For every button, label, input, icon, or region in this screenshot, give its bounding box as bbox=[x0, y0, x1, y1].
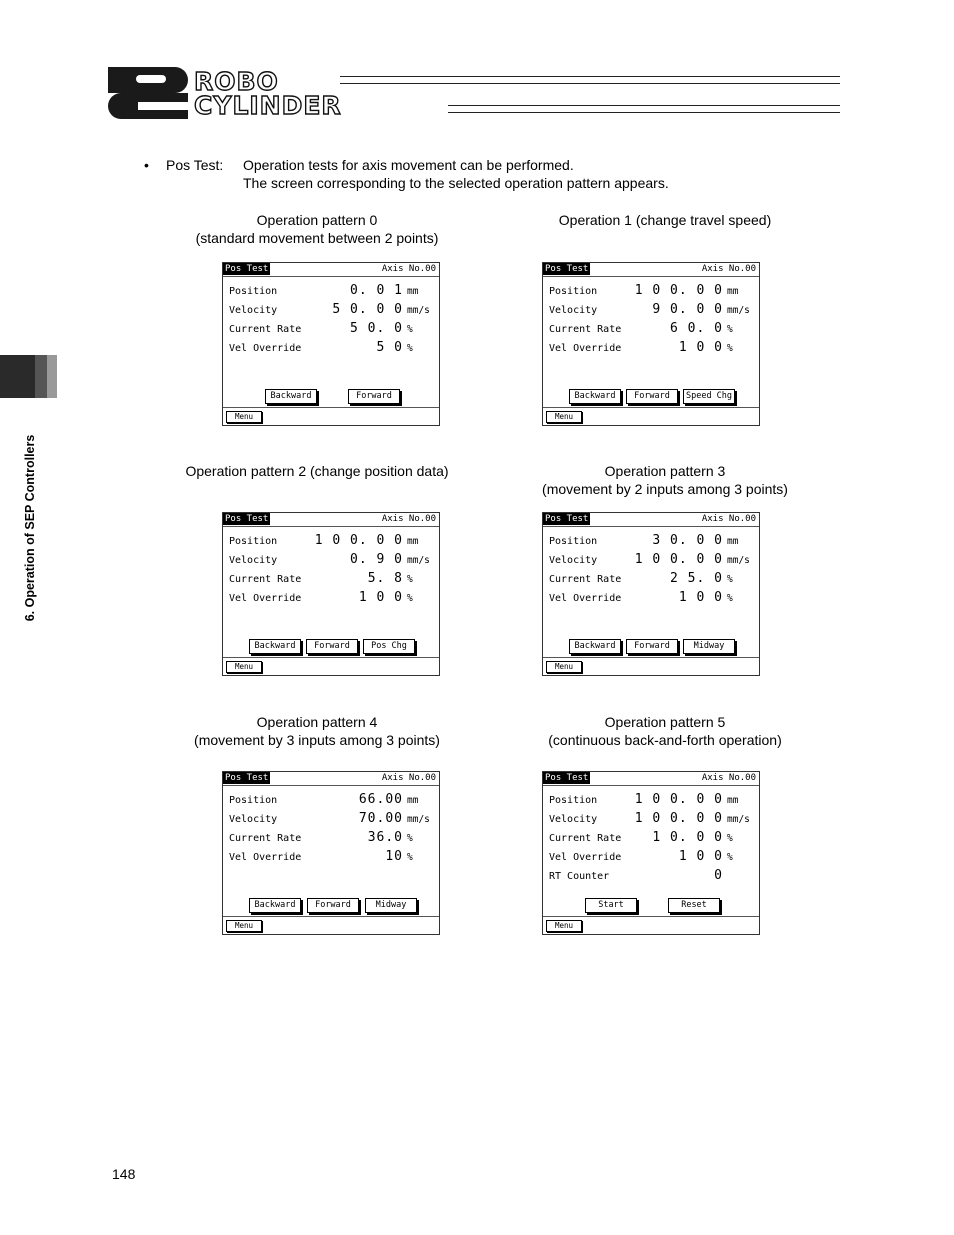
caption-pattern-5: Operation pattern 5 (continuous back-and-forth operation) bbox=[548, 714, 782, 748]
row-vel-override: Vel Override 5 0 % bbox=[229, 340, 413, 355]
row-current-rate: Current Rate 2 5. 0 % bbox=[549, 571, 733, 586]
menu-button[interactable]: Menu bbox=[546, 920, 582, 932]
chapter-tab-label: 6. Operation of SEP Controllers bbox=[23, 434, 37, 622]
menu-button[interactable]: Menu bbox=[226, 661, 262, 673]
backward-button[interactable]: Backward bbox=[569, 389, 621, 404]
row-vel-override: Vel Override 1 0 0 % bbox=[229, 590, 413, 605]
forward-button[interactable]: Forward bbox=[348, 389, 400, 404]
pos-test-screen-pattern-1 bbox=[542, 262, 760, 426]
row-vel-override: Vel Override 1 0 0 % bbox=[549, 849, 733, 864]
row-vel-override: Vel Override 10 % bbox=[229, 849, 413, 864]
forward-button[interactable]: Forward bbox=[306, 639, 358, 654]
row-current-rate: Current Rate 5 0. 0 % bbox=[229, 321, 413, 336]
axis-number: Axis No.00 bbox=[701, 773, 756, 783]
pos-test-screen-pattern-2 bbox=[222, 512, 440, 676]
backward-button[interactable]: Backward bbox=[249, 639, 301, 654]
screen-title: Pos Test bbox=[545, 514, 589, 524]
menu-button[interactable]: Menu bbox=[546, 411, 582, 423]
logo-text-cylinder: CYLINDER bbox=[194, 91, 342, 120]
row-position: Position 1 0 0. 0 0 mm bbox=[549, 792, 739, 807]
chapter-tab bbox=[0, 355, 57, 398]
row-velocity: Velocity 1 0 0. 0 0 mm/s bbox=[549, 552, 750, 567]
axis-number: Axis No.00 bbox=[381, 264, 436, 274]
screen-title: Pos Test bbox=[225, 264, 269, 274]
row-position: Position 3 0. 0 0 mm bbox=[549, 533, 739, 548]
backward-button[interactable]: Backward bbox=[249, 898, 301, 913]
bullet: • bbox=[144, 157, 149, 173]
pos-test-screen-pattern-4 bbox=[222, 771, 440, 935]
forward-button[interactable]: Forward bbox=[307, 898, 359, 913]
intro-line-1: Operation tests for axis movement can be performed. bbox=[243, 157, 574, 173]
backward-button[interactable]: Backward bbox=[265, 389, 317, 404]
row-position: Position 0. 0 1 mm bbox=[229, 283, 419, 298]
caption-pattern-0: Operation pattern 0 (standard movement between 2 points) bbox=[195, 212, 439, 246]
row-position: Position 1 0 0. 0 0 mm bbox=[229, 533, 419, 548]
reset-button[interactable]: Reset bbox=[668, 898, 720, 913]
logo-text-robo: ROBO bbox=[194, 67, 279, 96]
screen-title: Pos Test bbox=[545, 264, 589, 274]
midway-button[interactable]: Midway bbox=[683, 639, 735, 654]
caption-pattern-4: Operation pattern 4 (movement by 3 inputs among 3 points) bbox=[194, 714, 440, 748]
header-rule-bottom bbox=[448, 105, 840, 113]
screen-title: Pos Test bbox=[225, 514, 269, 524]
row-rt-counter: RT Counter 0 bbox=[549, 868, 723, 883]
row-vel-override: Vel Override 1 0 0 % bbox=[549, 590, 733, 605]
pos-test-screen-pattern-3 bbox=[542, 512, 760, 676]
forward-button[interactable]: Forward bbox=[626, 389, 678, 404]
screen-title: Pos Test bbox=[225, 773, 269, 783]
row-velocity: Velocity 1 0 0. 0 0 mm/s bbox=[549, 811, 750, 826]
row-position: Position 1 0 0. 0 0 mm bbox=[549, 283, 739, 298]
row-vel-override: Vel Override 1 0 0 % bbox=[549, 340, 733, 355]
robo-cylinder-logo bbox=[108, 67, 448, 119]
pos-test-screen-pattern-5 bbox=[542, 771, 760, 935]
row-current-rate: Current Rate 36.0 % bbox=[229, 830, 413, 845]
axis-number: Axis No.00 bbox=[381, 514, 436, 524]
caption-pattern-2: Operation pattern 2 (change position data) bbox=[185, 463, 449, 479]
intro-label: Pos Test: bbox=[166, 157, 224, 173]
start-button[interactable]: Start bbox=[585, 898, 637, 913]
forward-button[interactable]: Forward bbox=[626, 639, 678, 654]
row-velocity: Velocity 5 0. 0 0 mm/s bbox=[229, 302, 430, 317]
header-rule-top bbox=[340, 76, 840, 84]
row-velocity: Velocity 9 0. 0 0 mm/s bbox=[549, 302, 750, 317]
row-current-rate: Current Rate 5. 8 % bbox=[229, 571, 413, 586]
row-position: Position 66.00 mm bbox=[229, 792, 419, 807]
backward-button[interactable]: Backward bbox=[569, 639, 621, 654]
menu-button[interactable]: Menu bbox=[226, 411, 262, 423]
caption-pattern-1: Operation 1 (change travel speed) bbox=[558, 212, 772, 228]
midway-button[interactable]: Midway bbox=[365, 898, 417, 913]
axis-number: Axis No.00 bbox=[701, 514, 756, 524]
menu-button[interactable]: Menu bbox=[226, 920, 262, 932]
rc-logo-mark bbox=[108, 67, 188, 119]
row-current-rate: Current Rate 6 0. 0 % bbox=[549, 321, 733, 336]
row-velocity: Velocity 0. 9 0 mm/s bbox=[229, 552, 430, 567]
position-change-button[interactable]: Pos Chg bbox=[363, 639, 415, 654]
menu-button[interactable]: Menu bbox=[546, 661, 582, 673]
row-velocity: Velocity 70.00 mm/s bbox=[229, 811, 430, 826]
pos-test-screen-pattern-0 bbox=[222, 262, 440, 426]
caption-pattern-3: Operation pattern 3 (movement by 2 inputs among 3 points) bbox=[542, 463, 788, 497]
screen-title: Pos Test bbox=[545, 773, 589, 783]
page-number: 148 bbox=[112, 1166, 136, 1182]
axis-number: Axis No.00 bbox=[381, 773, 436, 783]
intro-line-2: The screen corresponding to the selected operation pattern appears. bbox=[243, 175, 669, 191]
axis-number: Axis No.00 bbox=[701, 264, 756, 274]
speed-change-button[interactable]: Speed Chg bbox=[683, 389, 735, 404]
row-current-rate: Current Rate 1 0. 0 0 % bbox=[549, 830, 733, 845]
